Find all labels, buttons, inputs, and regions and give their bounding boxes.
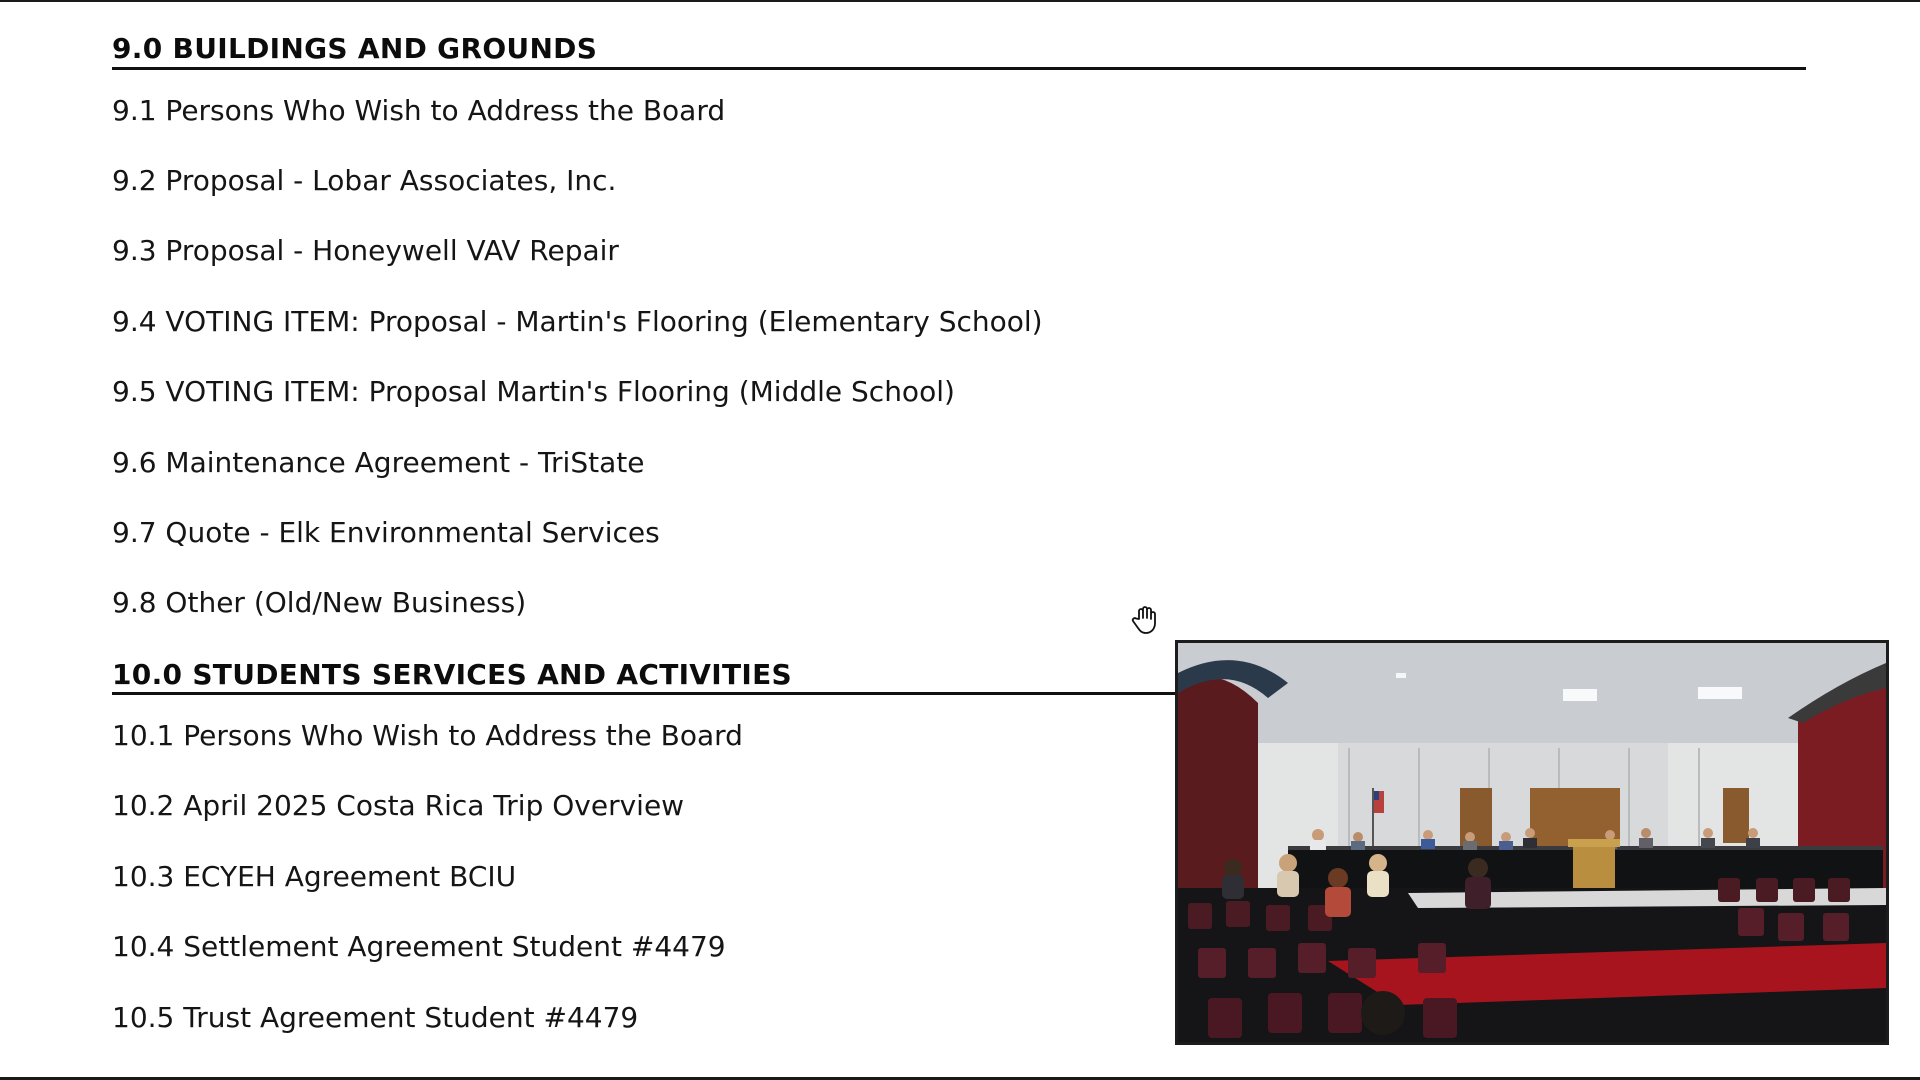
agenda-item-9-3: 9.3 Proposal - Honeywell VAV Repair	[112, 234, 619, 267]
agenda-item-10-4: 10.4 Settlement Agreement Student #4479	[112, 930, 726, 963]
agenda-item-10-5: 10.5 Trust Agreement Student #4479	[112, 1001, 639, 1034]
agenda-item-10-2: 10.2 April 2025 Costa Rica Trip Overview	[112, 789, 685, 822]
section-heading-student-services: 10.0 STUDENTS SERVICES AND ACTIVITIES	[112, 658, 793, 691]
agenda-item-9-7: 9.7 Quote - Elk Environmental Services	[112, 516, 660, 549]
agenda-item-9-6: 9.6 Maintenance Agreement - TriState	[112, 446, 645, 479]
agenda-item-9-4: 9.4 VOTING ITEM: Proposal - Martin's Flooring (Elementary School)	[112, 305, 1043, 338]
agenda-item-9-5: 9.5 VOTING ITEM: Proposal Martin's Flooring (Middle School)	[112, 375, 955, 408]
agenda-item-9-1: 9.1 Persons Who Wish to Address the Board	[112, 94, 726, 127]
agenda-item-10-3: 10.3 ECYEH Agreement BCIU	[112, 860, 517, 893]
agenda-item-10-1: 10.1 Persons Who Wish to Address the Board	[112, 719, 743, 752]
agenda-item-9-2: 9.2 Proposal - Lobar Associates, Inc.	[112, 164, 617, 197]
hand-pointer-icon	[1131, 606, 1157, 634]
meeting-video-overlay[interactable]	[1175, 640, 1889, 1045]
top-border	[0, 0, 1920, 2]
section-rule	[112, 692, 1176, 695]
agenda-item-9-8: 9.8 Other (Old/New Business)	[112, 586, 527, 619]
section-rule	[112, 67, 1806, 70]
meeting-room-scene	[1178, 643, 1886, 1042]
section-heading-buildings-grounds: 9.0 BUILDINGS AND GROUNDS	[112, 32, 598, 65]
